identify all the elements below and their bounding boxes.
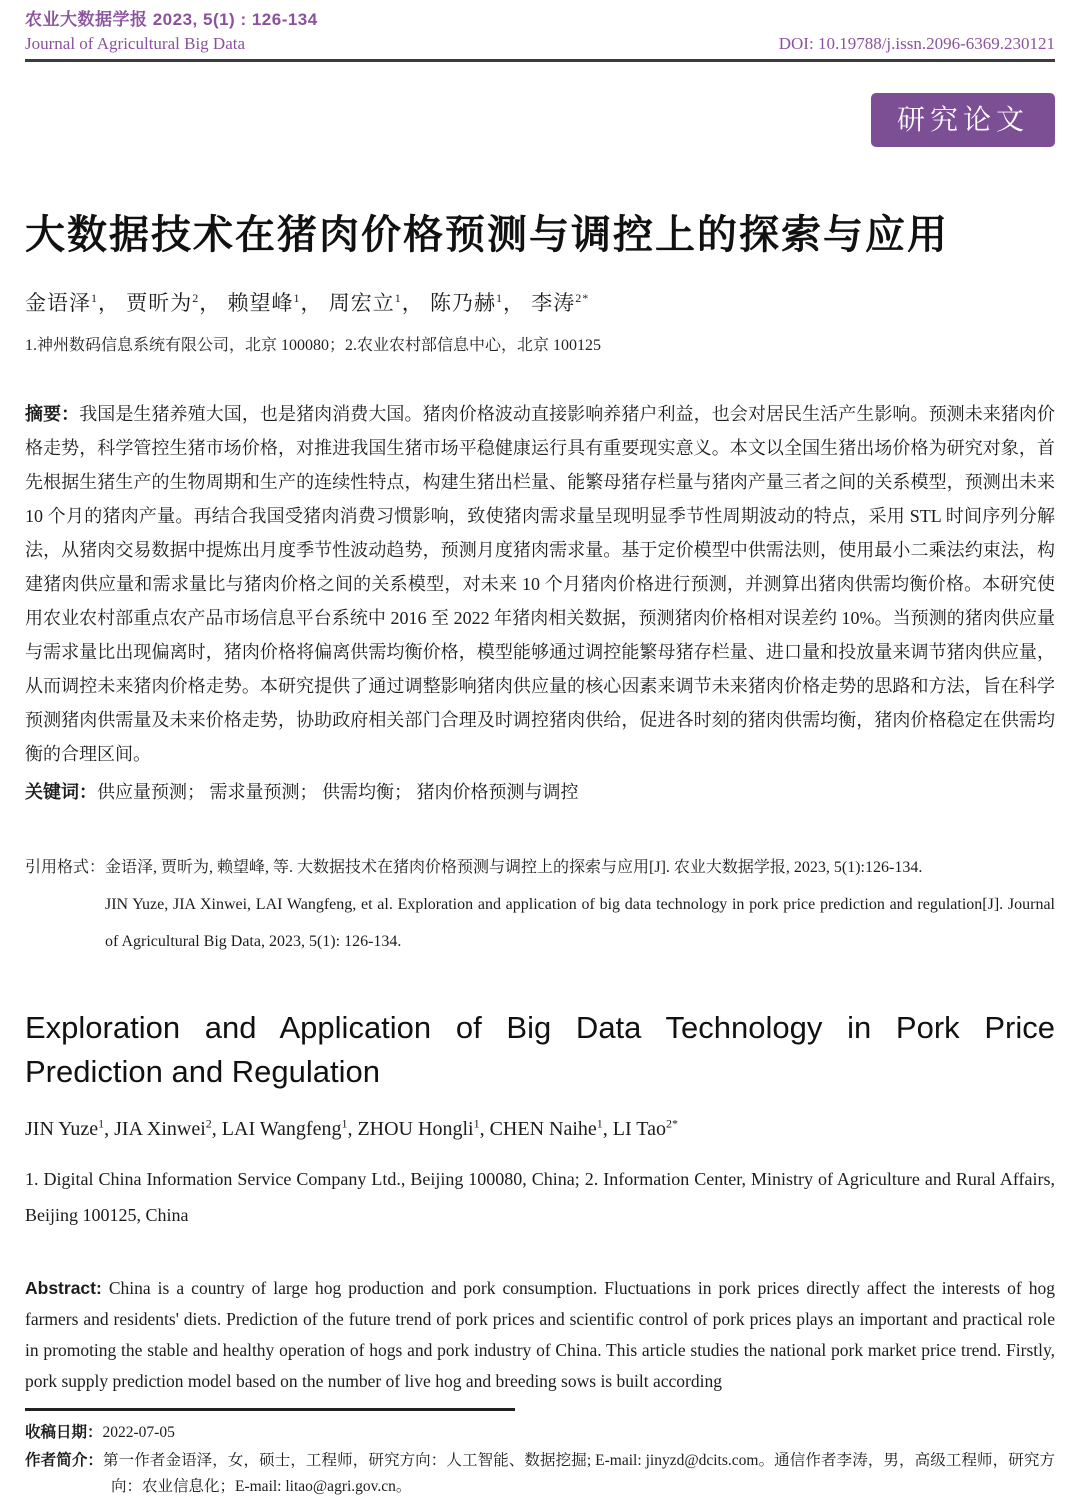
journal-name-cn: 农业大数据学报 2023, 5(1) : 126-134 bbox=[25, 10, 318, 29]
author-bio-row bbox=[25, 1448, 1055, 1500]
author-en: LAI Wangfeng$^1$, bbox=[221, 1116, 358, 1140]
received-date-label: 收稿日期： bbox=[25, 1423, 103, 1441]
author-cn: 周宏立$^1$， bbox=[328, 291, 424, 315]
citation-label: 引用格式： bbox=[25, 859, 106, 876]
journal-header bbox=[25, 8, 1055, 55]
abstract-en bbox=[25, 1273, 1055, 1397]
article-type-badge: 研究论文 bbox=[871, 93, 1055, 147]
author-bio-label: 作者简介： bbox=[25, 1451, 104, 1469]
authors-cn bbox=[25, 287, 1055, 317]
badge-row bbox=[25, 93, 1055, 147]
abstract-label-cn: 摘要： bbox=[25, 404, 80, 424]
author-cn: 贾昕为$^2$， bbox=[126, 291, 222, 315]
affiliations-en: 1. Digital China Information Service Company Ltd., Beijing 100080, China; 2. Information Center, Ministry of Agriculture and Rural Affairs, Beijing 100125, China bbox=[25, 1168, 1055, 1225]
doi-text: DOI: 10.19788/j.issn.2096-6369.230121 bbox=[778, 34, 1055, 53]
citation-block bbox=[25, 849, 1055, 960]
keywords-text: 供应量预测； 需求量预测； 供需均衡； 猪肉价格预测与调控 bbox=[97, 782, 579, 802]
keywords-line bbox=[25, 775, 1055, 809]
received-date-row bbox=[25, 1420, 1055, 1446]
article-title-cn: 大数据技术在猪肉价格预测与调控上的探索与应用 bbox=[25, 213, 949, 257]
author-en: CHEN Naihe$^1$, bbox=[489, 1116, 613, 1140]
abstract-cn bbox=[25, 397, 1055, 771]
abstract-label-en: Abstract: bbox=[25, 1277, 102, 1298]
citation-en: JIN Yuze, JIA Xinwei, LAI Wangfeng, et al. Exploration and application of big data technology in pork price prediction and regulation[J]. Journal of Agricultural Big Data, 2023, 5(1): 126-134. bbox=[105, 896, 1055, 950]
author-cn: 赖望峰$^1$， bbox=[227, 291, 323, 315]
author-en: ZHOU Hongli$^1$, bbox=[357, 1116, 490, 1140]
abstract-text-cn: 我国是生猪养殖大国，也是猪肉消费大国。猪肉价格波动直接影响养猪户利益，也会对居民生活产生影响。预测未来猪肉价格走势，科学管控生猪市场价格，对推进我国生猪市场平稳健康运行具有重要现实意义。本文以全国生猪出场价格为研究对象，首先根据生猪生产的生物周期和生产的连续性特点，构建生猪出栏量、能繁母猪存栏量与猪肉产量三者之间的关系模型，预测出未来 10 个月的猪肉产量。再结合我国受猪肉消费习惯影响，致使猪肉需求量呈现明显季节性周期波动的特点，采用 STL 时间序列分解法，从猪肉交易数据中提炼出月度季节性波动趋势，预测月度猪肉需求量。基于定价模型中供需法则，使用最小二乘法约束法，构建猪肉供应量和需求量比与猪肉价格之间的关系模型，对未来 10 个月猪肉价格进行预测，并测算出猪肉供需均衡价格。本研究使用农业农村部重点农产品市场信息平台系统中 2016 至 2022 年猪肉相关数据，预测猪肉价格相对误差约 10%。当预测的猪肉供应量与需求量比出现偏离时，猪肉价格将偏离供需均衡价格，模型能够通过调控能繁母猪存栏量、进口量和投放量来调节猪肉供应量，从而调控未来猪肉价格走势。本研究提供了通过调整影响猪肉供应量的核心因素来调节未来猪肉价格走势的思路和方法，旨在科学预测猪肉供需量及未来价格走势，协助政府相关部门合理及时调控猪肉供给，促进各时刻的猪肉供需均衡，猪肉价格稳定在供需均衡的合理区间。 bbox=[25, 404, 1055, 764]
header-divider bbox=[25, 59, 1055, 62]
abstract-text-en: China is a country of large hog production and pork consumption. Fluctuations in pork prices directly affect the interests of hog farmers and residents' diets. Prediction of the future trend of pork prices and scientific control of pork prices plays an important and practical role in promoting the stable and healthy operation of hogs and pork industry of China. This article studies the national pork market price trend. Firstly, pork supply prediction model based on the number of live hog and breeding sows is built according bbox=[25, 1277, 1055, 1391]
author-en: JIN Yuze$^1$, bbox=[25, 1116, 115, 1140]
citation-cn bbox=[25, 849, 1055, 886]
article-title-en: Exploration and Application of Big Data Technology in Pork Price Prediction and Regulation bbox=[25, 1010, 1055, 1089]
authors-en bbox=[25, 1116, 1055, 1141]
received-date-value: 2022-07-05 bbox=[102, 1423, 175, 1441]
citation-text-cn: 金语泽, 贾昕为, 赖望峰, 等. 大数据技术在猪肉价格预测与调控上的探索与应用[J]. 农业大数据学报, 2023, 5(1):126-134. bbox=[105, 859, 923, 876]
author-bio-text: 第一作者金语泽，女，硕士，工程师，研究方向：人工智能、数据挖掘; E-mail: jinyzd@dcits.com。通信作者李涛，男，高级工程师，研究方向：农业信息化；E-mail: litao@agri.gov.cn。 bbox=[103, 1451, 1055, 1495]
author-en: JIA Xinwei$^2$, bbox=[114, 1116, 222, 1140]
journal-name-block bbox=[25, 8, 318, 55]
keywords-label: 关键词： bbox=[25, 782, 97, 802]
author-cn: 陈乃赫$^1$， bbox=[430, 291, 525, 315]
affiliations-cn: 1.神州数码信息系统有限公司，北京 100080；2.农业农村部信息中心，北京 100125 bbox=[25, 337, 602, 354]
footnote-divider bbox=[25, 1408, 515, 1411]
author-en: LI Tao$^{2*}$ bbox=[612, 1116, 678, 1140]
journal-name-en: Journal of Agricultural Big Data bbox=[25, 34, 246, 53]
author-cn: 金语泽$^1$， bbox=[25, 291, 120, 315]
author-cn: 李涛$^{2*}$ bbox=[531, 291, 590, 315]
footnote-block bbox=[25, 1408, 1055, 1500]
